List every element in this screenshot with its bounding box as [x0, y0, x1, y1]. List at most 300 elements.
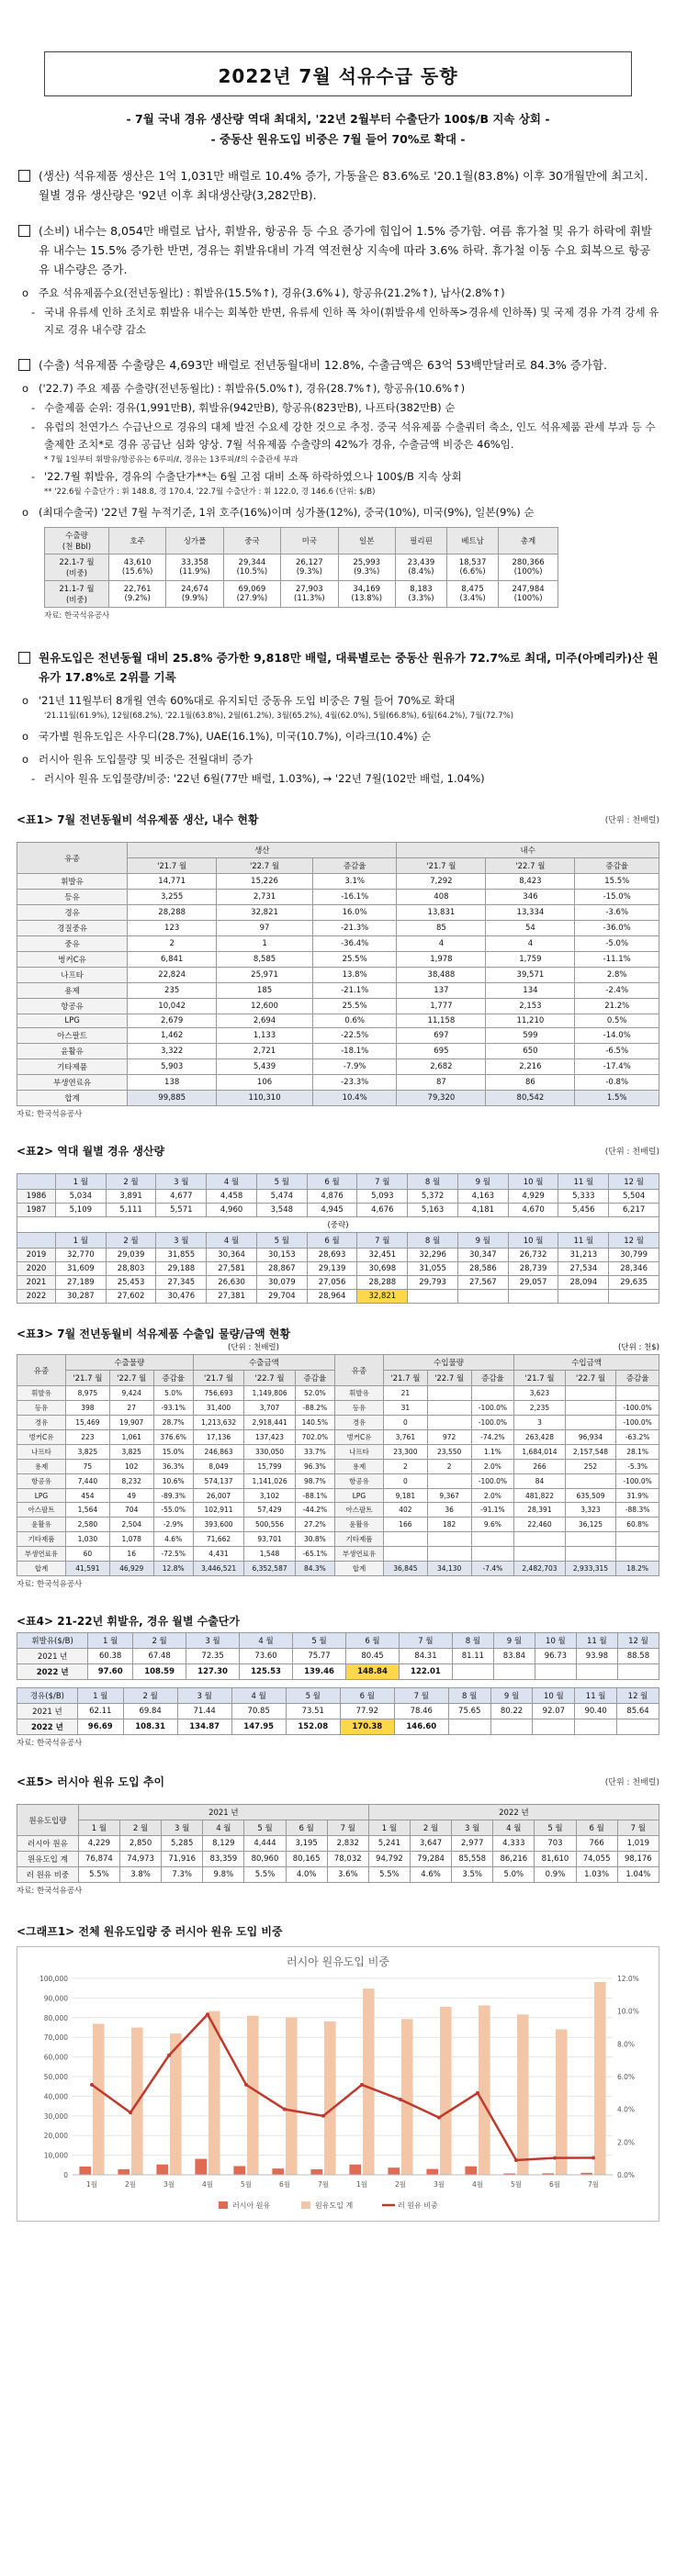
table-cell: 11,210	[486, 1014, 575, 1028]
table-header-cell: 6 월	[307, 1174, 357, 1190]
table-cell	[493, 1664, 535, 1680]
table-header-cell: 10 월	[508, 1233, 558, 1249]
y2-tick-label: 4.0%	[617, 2105, 636, 2114]
table1-caption	[17, 812, 659, 827]
table-cell: -16.1%	[312, 890, 397, 905]
table-cell: 30,476	[156, 1290, 207, 1304]
table-header-cell: 4 월	[207, 1174, 257, 1190]
table-header-cell: 1 월	[78, 1820, 119, 1836]
table-cell: 29,057	[508, 1276, 558, 1290]
bar-total	[247, 2016, 259, 2175]
table-header-cell: 8 월	[408, 1174, 458, 1190]
table-cell: 2.0%	[471, 1489, 514, 1503]
x-tick-label: 7월	[317, 2180, 330, 2189]
table-cell: 84	[514, 1474, 565, 1489]
table-cell: 5.0%	[153, 1386, 193, 1401]
figure1-chart	[17, 1946, 659, 2222]
point-ratio	[283, 2108, 287, 2111]
y2-tick-label: 12.0%	[617, 1975, 639, 1983]
table-cell: 30.8%	[295, 1532, 334, 1547]
point-ratio	[244, 2083, 248, 2087]
table-cell: 83,359	[203, 1852, 244, 1867]
table-cell	[448, 1719, 490, 1735]
x-tick-label: 6월	[278, 2180, 291, 2189]
table-cell: 9,367	[427, 1489, 471, 1503]
table-cell: 9,181	[383, 1489, 427, 1503]
crude-bullet-3: o 러시아 원유 도입물량 및 비중은 전월대비 증가	[22, 753, 254, 766]
table-cell: -15.0%	[575, 890, 659, 905]
table-header-cell: 증감율	[471, 1371, 514, 1386]
table-cell: 28,094	[558, 1276, 609, 1290]
table-header-cell: 증감율	[575, 858, 659, 874]
table-cell: 697	[397, 1028, 486, 1044]
table-cell: 2,679	[128, 1014, 217, 1028]
legend-swatch	[301, 2201, 310, 2209]
table-cell: 7.3%	[162, 1867, 203, 1883]
table-cell: -2.4%	[575, 983, 659, 999]
table-cell: 77.92	[340, 1704, 394, 1719]
table-cell: 합계	[17, 1091, 128, 1106]
table-cell: 376.6%	[153, 1430, 193, 1445]
table-cell: 1,061	[109, 1430, 153, 1445]
point-ratio	[437, 2116, 441, 2120]
table-header-row	[17, 1820, 659, 1836]
table-header-cell: 수출금액	[193, 1355, 334, 1371]
table-row	[17, 1719, 659, 1735]
table-cell	[617, 1719, 659, 1735]
table-cell: 30,153	[256, 1249, 307, 1262]
table-cell: 1,019	[617, 1836, 659, 1852]
table-cell: 3,707	[244, 1401, 295, 1416]
table-cell: 74,973	[120, 1852, 162, 1867]
table-cell: 635,509	[565, 1489, 615, 1503]
table-cell: 85.64	[617, 1704, 659, 1719]
table-cell: 22,460	[514, 1518, 565, 1532]
table-row	[17, 1489, 659, 1503]
table-cell: (중략)	[17, 1217, 659, 1233]
bar-total	[479, 2005, 490, 2175]
table-cell: 아스팔트	[17, 1028, 128, 1044]
table-row	[17, 1518, 659, 1532]
table-cell: -100.0%	[616, 1416, 659, 1430]
table-cell: 25,971	[217, 968, 313, 983]
table-cell: 599	[486, 1028, 575, 1044]
crude-detail-1-text: 러시아 원유 도입물량/비중: '22년 6월(77만 배럴, 1.03%), → '22년 7월(102만 배럴, 1.04%)	[44, 772, 485, 785]
table-cell	[471, 1532, 514, 1547]
table-cell: 54	[486, 921, 575, 936]
section-production	[17, 166, 659, 205]
table-header-cell: 2 월	[123, 1688, 177, 1704]
table-row	[17, 1028, 659, 1044]
table-cell	[383, 1547, 427, 1562]
table-cell: -100.0%	[471, 1416, 514, 1430]
table-cell: 6,352,587	[244, 1562, 295, 1576]
table-cell: 96.73	[535, 1649, 576, 1664]
point-ratio	[360, 2083, 364, 2087]
table-cell: -11.1%	[575, 952, 659, 968]
table-header-cell: 2 월	[106, 1174, 156, 1190]
table-cell: 22,761 (9.2%)	[108, 581, 165, 608]
table-cell: 용제	[17, 983, 128, 999]
table-cell: 223	[66, 1430, 110, 1445]
table-cell: 4,163	[457, 1190, 508, 1204]
table-cell: 71,662	[193, 1532, 243, 1547]
table-cell: 500,556	[244, 1518, 295, 1532]
table-header-cell: 11 월	[576, 1633, 617, 1649]
table-header-cell: 5 월	[293, 1633, 346, 1649]
table-header-cell: 4 월	[493, 1820, 535, 1836]
x-tick-label: 4월	[471, 2180, 484, 2189]
table-cell	[565, 1386, 615, 1401]
table-cell: 4,876	[307, 1190, 357, 1204]
table-cell: 5,093	[357, 1190, 408, 1204]
table-cell: 1,564	[66, 1503, 110, 1518]
table-cell: 90.40	[575, 1704, 617, 1719]
table-cell: 0.9%	[535, 1867, 576, 1883]
table-cell	[490, 1719, 533, 1735]
table-header-cell: '22.7 월	[486, 858, 575, 874]
table-cell: 5,241	[368, 1836, 410, 1852]
table3-units	[17, 1341, 659, 1354]
table-cell: 3,761	[383, 1430, 427, 1445]
export-detail-2-text: 유럽의 천연가스 수급난으로 경유의 대체 발전 수요세 강한 것으로 추정. 중국 석유제품 수출쿼터 축소, 인도 석유제품 관세 부과 등 수출제한 조치*로 경유 공급난 심화 양상. 7월 석유제품 수출량의 42%가 경유, 수출금액 비중은 46%임.	[44, 420, 656, 451]
table-cell: 166	[383, 1518, 427, 1532]
table-cell: 140.5%	[295, 1416, 334, 1430]
consumption-detail-text: 국내 유류세 인하 조치로 휘발유 내수는 회복한 반면, 유류세 인하 폭 차이(휘발유세 인하폭>경유세 인하폭) 및 국제 경유 가격 강세 유지로 경유 내수량 감소	[44, 306, 659, 336]
table-row	[17, 1836, 659, 1852]
table-row	[17, 1290, 659, 1304]
table-header-cell: 1 월	[368, 1820, 410, 1836]
table-header-cell	[17, 1233, 56, 1249]
table-cell: 5.0%	[493, 1867, 535, 1883]
table-cell: 3,255	[128, 890, 217, 905]
table-header-cell: 4 월	[231, 1688, 286, 1704]
table-cell: 27,534	[558, 1262, 609, 1276]
y2-tick-label: 0.0%	[617, 2171, 636, 2179]
export-detail-2: - 유럽의 천연가스 수급난으로 경유의 대체 발전 수요세 강한 것으로 추정. 중국 석유제품 수출쿼터 축소, 인도 석유제품 관세 부과 등 수출제한 조치*로 경유 공급난 심화 양상. 7월 석유제품 수출량의 42%가 경유, 수출금액 비중은 46%임.	[31, 420, 656, 451]
export-detail-1: - 수출제품 순위: 경유(1,991만B), 휘발유(942만B), 항공유(823만B), 나프타(382만B) 순	[31, 401, 456, 414]
table-cell: 27,602	[106, 1290, 156, 1304]
table-header-cell: 경유($/B)	[17, 1688, 78, 1704]
table-cell: -89.3%	[153, 1489, 193, 1503]
table-cell: 8,129	[203, 1836, 244, 1852]
x-tick-label: 5월	[510, 2180, 523, 2189]
table-cell: 27,189	[55, 1276, 106, 1290]
table-cell: 27,567	[457, 1276, 508, 1290]
table-cell: -22.5%	[312, 1028, 397, 1044]
table-cell: 27,381	[207, 1290, 257, 1304]
table-header-cell: 1 월	[77, 1688, 123, 1704]
table-cell: 7,440	[66, 1474, 110, 1489]
table-cell: 4,458	[207, 1190, 257, 1204]
table-cell: 85	[397, 921, 486, 936]
table-cell: 33.7%	[295, 1445, 334, 1460]
table-cell	[452, 1664, 493, 1680]
table-cell: 29,188	[156, 1262, 207, 1276]
table-cell: 756,693	[193, 1386, 243, 1401]
table-cell: 122.01	[399, 1664, 452, 1680]
table-header-cell: 10 월	[533, 1688, 575, 1704]
table-cell: 28,693	[307, 1249, 357, 1262]
table-cell: 3,446,521	[193, 1562, 243, 1576]
table-cell: 1,978	[397, 952, 486, 968]
table-header-cell: 4 월	[240, 1633, 293, 1649]
x-tick-label: 1월	[85, 2180, 98, 2189]
table-row	[17, 1547, 659, 1562]
table-cell: 29,039	[106, 1249, 156, 1262]
table-cell: 휘발유	[17, 874, 128, 890]
section-crude-import	[17, 648, 659, 687]
table-header-cell: 7 월	[617, 1820, 659, 1836]
table-cell: 3,548	[256, 1204, 307, 1217]
table-cell: 246,863	[193, 1445, 243, 1460]
table-cell: 항공유	[17, 999, 128, 1014]
table-cell: 2,977	[452, 1836, 493, 1852]
table-header-cell: 6 월	[307, 1233, 357, 1249]
table-cell: 32,821	[217, 905, 313, 921]
table-row	[17, 1416, 659, 1430]
table-cell	[558, 1290, 609, 1304]
table-cell: 5,474	[256, 1190, 307, 1204]
table-cell: 4,945	[307, 1204, 357, 1217]
table-cell	[457, 1290, 508, 1304]
bar-russia	[156, 2165, 168, 2175]
table-header-cell: 증감율	[295, 1371, 334, 1386]
table-header-cell: 싱가폴	[166, 528, 223, 554]
table-header-cell: 내수	[397, 843, 659, 858]
point-ratio	[167, 2054, 171, 2057]
table-header-cell: 9 월	[457, 1174, 508, 1190]
table-cell: -2.9%	[153, 1518, 193, 1532]
table-header-cell: 9 월	[493, 1633, 535, 1649]
table-cell	[427, 1532, 471, 1547]
table-header-cell: '22.7 월	[109, 1371, 153, 1386]
table-cell: 2021	[17, 1276, 56, 1290]
table-cell: 96,934	[565, 1430, 615, 1445]
table-cell: 등유	[17, 890, 128, 905]
table-cell: 26,732	[508, 1249, 558, 1262]
table-cell: 21	[383, 1386, 427, 1401]
table-cell: 27	[109, 1401, 153, 1416]
table-cell: 합계	[334, 1562, 383, 1576]
table-cell: -18.1%	[312, 1044, 397, 1059]
y-tick-label: 40,000	[43, 2092, 68, 2101]
table-header-cell: 수출물량	[66, 1355, 194, 1371]
table-header-cell: 6 월	[286, 1820, 327, 1836]
table1-caption-text: <표1> 7월 전년동월비 석유제품 생산, 내수 현황	[17, 813, 259, 826]
table-cell: 26,630	[207, 1276, 257, 1290]
table-cell: 81.11	[452, 1649, 493, 1664]
table-cell: 0.6%	[312, 1014, 397, 1028]
table4-gasoline	[17, 1632, 659, 1680]
table-cell: 8,975	[66, 1386, 110, 1401]
table-cell: 36.3%	[153, 1460, 193, 1474]
table-cell: 30,287	[55, 1290, 106, 1304]
table-header-cell: 중국	[223, 528, 280, 554]
crude-note-1: '21.11월(61.9%), 12월(68.2%), '22.1월(63.8%), 2월(61.2%), 3월(65.2%), 4월(62.0%), 5월(66.8%), 6월(64.2%), 7월(72.7%)	[44, 711, 514, 721]
bar-total	[170, 2033, 182, 2175]
table-cell: 5,504	[609, 1190, 659, 1204]
table-cell: 5.5%	[368, 1867, 410, 1883]
table-cell: 32,821	[357, 1290, 408, 1304]
table-cell: 15.5%	[575, 874, 659, 890]
table-cell: 4,229	[78, 1836, 119, 1852]
table-cell: 1,133	[217, 1028, 313, 1044]
legend-swatch	[219, 2201, 228, 2209]
table-cell: 16	[109, 1547, 153, 1562]
table-header-cell: 7 월	[327, 1820, 368, 1836]
table-header-cell: 미국	[281, 528, 338, 554]
table-cell: 1,462	[128, 1028, 217, 1044]
table-cell: 93.98	[576, 1649, 617, 1664]
table-cell: 25.5%	[312, 999, 397, 1014]
table-cell: 127.30	[186, 1664, 240, 1680]
y2-tick-label: 2.0%	[617, 2138, 636, 2147]
table-row	[17, 1649, 659, 1664]
table-row	[17, 1249, 659, 1262]
table-cell: -21.3%	[312, 921, 397, 936]
table-cell: 1987	[17, 1204, 56, 1217]
table-cell: 972	[427, 1430, 471, 1445]
table-cell: 9,424	[109, 1386, 153, 1401]
table-cell: -88.2%	[295, 1401, 334, 1416]
table-cell: 2,682	[397, 1059, 486, 1075]
table-cell: 부생연료유	[17, 1075, 128, 1091]
table-header-cell: 3 월	[452, 1820, 493, 1836]
table-cell: 2,482,703	[514, 1562, 565, 1576]
table-cell: 92.07	[533, 1704, 575, 1719]
table-row	[17, 1059, 659, 1075]
table-cell: 31,400	[193, 1401, 243, 1416]
table-row	[17, 1460, 659, 1474]
point-ratio	[476, 2091, 479, 2095]
table2-unit: (단위 : 천배럴)	[604, 1148, 659, 1157]
table-header-cell: 8 월	[452, 1633, 493, 1649]
table-cell: 부생연료유	[334, 1547, 383, 1562]
table-cell: 16.0%	[312, 905, 397, 921]
table-cell: 8,423	[486, 874, 575, 890]
table-cell: 138	[128, 1075, 217, 1091]
table-cell: 137,423	[244, 1430, 295, 1445]
table-cell: 28.1%	[616, 1445, 659, 1460]
export-bullet-1-text: ('22.7) 주요 제품 수출량(전년동월比) : 휘발유(5.0%↑), 경유(28.7%↑), 항공유(10.6%↑)	[39, 382, 466, 395]
point-ratio	[129, 2111, 132, 2114]
table-cell: 29,344 (10.5%)	[223, 554, 280, 581]
x-tick-label: 2월	[394, 2180, 407, 2189]
table-cell: 280,366 (100%)	[499, 554, 558, 581]
table-cell: 2,721	[217, 1044, 313, 1059]
table-cell: 137	[397, 983, 486, 999]
table-cell: 2,918,441	[244, 1416, 295, 1430]
table-cell	[565, 1547, 615, 1562]
table-cell: 5,903	[128, 1059, 217, 1075]
table-cell: 36	[427, 1503, 471, 1518]
table-header-cell: 유종	[17, 843, 128, 874]
bar-russia	[349, 2165, 361, 2175]
table-cell: 1,078	[109, 1532, 153, 1547]
table-cell: 2	[128, 936, 217, 952]
table-row	[17, 1276, 659, 1290]
table-cell: 78,032	[327, 1852, 368, 1867]
bar-russia	[426, 2169, 438, 2175]
table-cell: 28,803	[106, 1262, 156, 1276]
table-cell: 5.5%	[78, 1867, 119, 1883]
table-cell	[565, 1474, 615, 1489]
table-cell	[565, 1416, 615, 1430]
table-cell: 5.5%	[244, 1867, 286, 1883]
table-cell: 34,130	[427, 1562, 471, 1576]
y2-tick-label: 8.0%	[617, 2040, 636, 2049]
table-cell: 170.38	[340, 1719, 394, 1735]
table-row	[17, 1867, 659, 1883]
table-cell: 85,558	[452, 1852, 493, 1867]
table-cell: -93.1%	[153, 1401, 193, 1416]
table-header-cell: 수입물량	[383, 1355, 513, 1371]
crude-bullet-1-text: '21년 11월부터 8개월 연속 60%대로 유지되던 중동유 도입 비중은 7월 들어 70%로 확대	[39, 694, 456, 707]
table-cell: 2022 년	[17, 1664, 88, 1680]
table3-caption-text: <표3> 7월 전년동월비 석유제품 수출입 물량/금액 현황	[17, 1327, 291, 1340]
table-cell: 합계	[17, 1562, 66, 1576]
table-cell: 3,195	[286, 1836, 327, 1852]
table-row	[45, 554, 558, 581]
table-cell: 6,841	[128, 952, 217, 968]
table-cell: 134	[486, 983, 575, 999]
table-cell: 182	[427, 1518, 471, 1532]
table-header-cell: 7 월	[357, 1233, 408, 1249]
table-cell: 3,647	[410, 1836, 451, 1852]
table-header-cell: '21.7 월	[193, 1371, 243, 1386]
table-header-cell: 7 월	[357, 1174, 408, 1190]
table2-caption	[17, 1143, 659, 1159]
table-cell: 31,855	[156, 1249, 207, 1262]
table-cell: 10,042	[128, 999, 217, 1014]
table-header-row	[17, 843, 659, 858]
table-header-cell: 3 월	[177, 1688, 231, 1704]
table-header-cell: 7 월	[394, 1688, 448, 1704]
table-cell: -5.3%	[616, 1460, 659, 1474]
bar-total	[363, 1988, 375, 2175]
table-cell: 5,109	[55, 1204, 106, 1217]
table-cell: 5,439	[217, 1059, 313, 1075]
table-header-cell: 8 월	[448, 1688, 490, 1704]
table-cell: 1.03%	[576, 1867, 617, 1883]
table-cell: 86	[486, 1075, 575, 1091]
table-cell: -36.4%	[312, 936, 397, 952]
table-cell: 106	[217, 1075, 313, 1091]
table-cell: -23.3%	[312, 1075, 397, 1091]
table-cell: 2,580	[66, 1518, 110, 1532]
table-cell: -55.0%	[153, 1503, 193, 1518]
table-header-cell: 생산	[128, 843, 397, 858]
table-cell: 98,176	[617, 1852, 659, 1867]
table-cell: 30,698	[357, 1262, 408, 1276]
table-cell: 36,845	[383, 1562, 427, 1576]
table-cell: 32,296	[408, 1249, 458, 1262]
table-cell: 2	[427, 1460, 471, 1474]
table3	[17, 1354, 659, 1576]
table-cell: 574,137	[193, 1474, 243, 1489]
table-cell: 2,731	[217, 890, 313, 905]
table4-diesel	[17, 1687, 659, 1735]
table-header-cell: 5 월	[256, 1174, 307, 1190]
table-cell: 1.5%	[575, 1091, 659, 1106]
legend-label: 러시아 원유	[232, 2201, 271, 2210]
x-tick-label: 7월	[587, 2180, 600, 2189]
table-cell: 13.8%	[312, 968, 397, 983]
table-cell: 80.22	[490, 1704, 533, 1719]
table-cell: 1,548	[244, 1547, 295, 1562]
table-row	[17, 1262, 659, 1276]
